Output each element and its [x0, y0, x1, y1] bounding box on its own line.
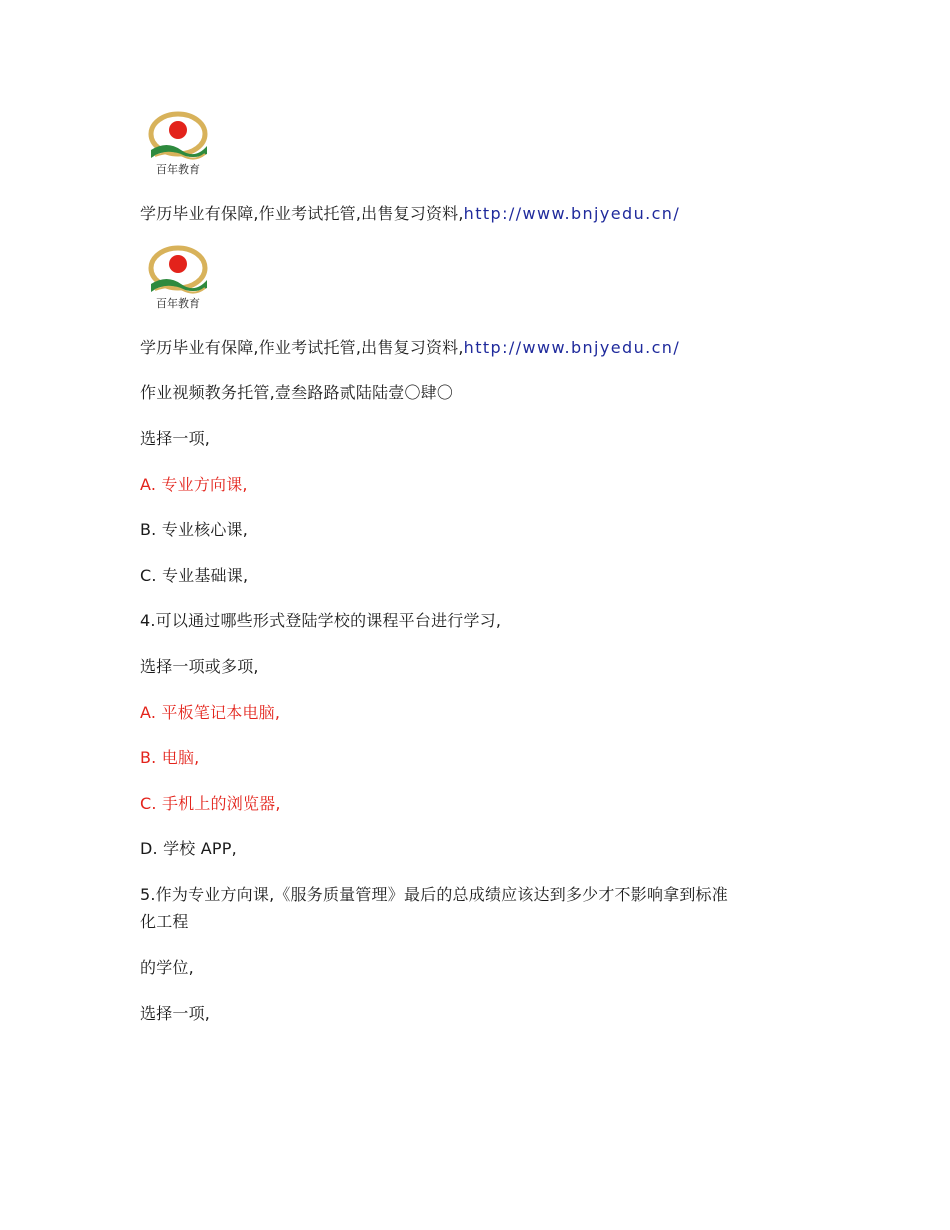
answer-option-b: B. 专业核心课,: [140, 520, 249, 539]
answer-option-c: C. 专业基础课,: [140, 566, 249, 585]
bainian-logo-icon: [145, 244, 211, 310]
ad-link[interactable]: http://www.bnjyedu.cn/: [463, 204, 681, 223]
answer-option-b: B. 电脑,: [140, 748, 200, 767]
question-instruction: 选择一项,: [140, 429, 211, 448]
answer-option-d: D. 学校 APP,: [140, 839, 237, 858]
question-4: 4.可以通过哪些形式登陆学校的课程平台进行学习,: [140, 611, 502, 630]
logo-caption: 百年教育: [156, 297, 200, 310]
ad-text: 学历毕业有保障,作业考试托管,出售复习资料,: [140, 338, 464, 357]
question-5-line-3: 的学位,: [140, 958, 194, 977]
answer-option-a: A. 平板笔记本电脑,: [140, 703, 281, 722]
answer-option-a: A. 专业方向课,: [140, 475, 248, 494]
ad-line: [140, 203, 680, 225]
ad-link[interactable]: http://www.bnjyedu.cn/: [463, 338, 681, 357]
logo-caption: 百年教育: [156, 163, 200, 176]
ad-text: 学历毕业有保障,作业考试托管,出售复习资料,: [140, 204, 464, 223]
question-5-line-1: 5.作为专业方向课,《服务质量管理》最后的总成绩应该达到多少才不影响拿到标准: [140, 885, 728, 904]
answer-option-c: C. 手机上的浏览器,: [140, 794, 281, 813]
question-instruction: 选择一项或多项,: [140, 657, 259, 676]
ad-line: [140, 337, 680, 359]
question-instruction: 选择一项,: [140, 1004, 211, 1023]
bainian-logo-icon: [145, 110, 211, 176]
question-5-line-2: 化工程: [140, 912, 189, 931]
video-notice: 作业视频教务托管,壹叁路路贰陆陆壹〇肆〇: [140, 383, 454, 402]
